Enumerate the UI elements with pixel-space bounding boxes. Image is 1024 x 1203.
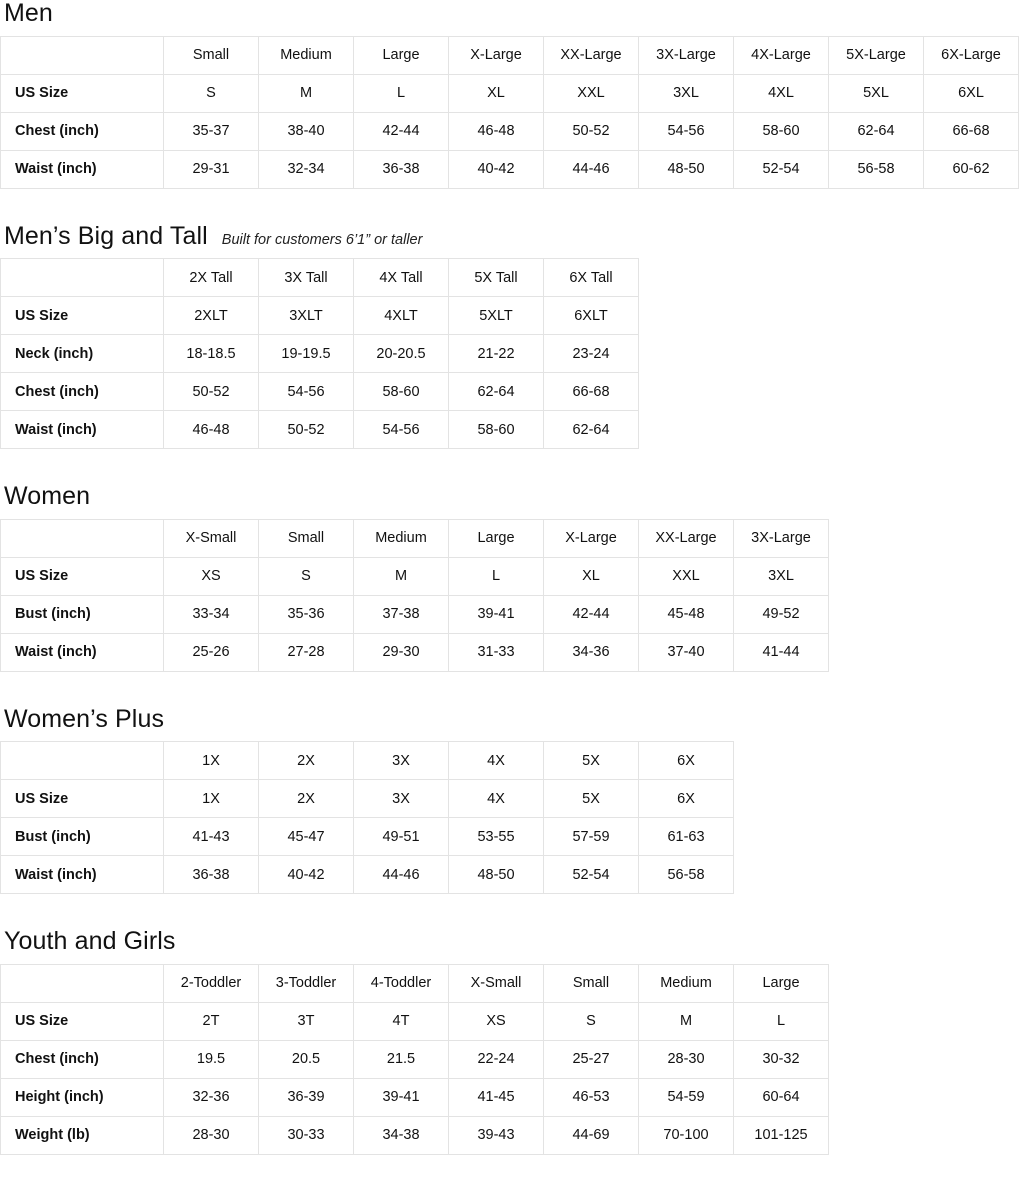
table-row xyxy=(1,373,639,411)
row-header: Height (inch) xyxy=(1,1078,164,1116)
section-title: Youth and Girls xyxy=(4,927,176,955)
section-note: Built for customers 6’1” or taller xyxy=(221,231,423,248)
table-cell: 50-52 xyxy=(164,373,259,411)
section-header xyxy=(0,706,1024,742)
table-row xyxy=(1,557,829,595)
column-header: XX-Large xyxy=(639,519,734,557)
column-header: 6X xyxy=(639,742,734,780)
table-cell: M xyxy=(639,1002,734,1040)
section-header xyxy=(0,928,1024,964)
table-cell: 50-52 xyxy=(544,112,639,150)
column-header: X-Large xyxy=(449,36,544,74)
column-header: 4X Tall xyxy=(354,259,449,297)
table-cell: M xyxy=(259,74,354,112)
table-cell: 48-50 xyxy=(639,150,734,188)
section-header xyxy=(0,223,1024,259)
table-cell: 42-44 xyxy=(354,112,449,150)
column-header: 3X-Large xyxy=(639,36,734,74)
column-header: 2X Tall xyxy=(164,259,259,297)
table-cell: 21-22 xyxy=(449,335,544,373)
table-corner-cell xyxy=(1,964,164,1002)
table-cell: 40-42 xyxy=(449,150,544,188)
table-cell: S xyxy=(259,557,354,595)
table-row xyxy=(1,1040,829,1078)
table-cell: 19-19.5 xyxy=(259,335,354,373)
table-cell: 19.5 xyxy=(164,1040,259,1078)
table-cell: 29-30 xyxy=(354,633,449,671)
table-cell: 28-30 xyxy=(164,1116,259,1154)
table-cell: 60-64 xyxy=(734,1078,829,1116)
row-header: Weight (lb) xyxy=(1,1116,164,1154)
column-header: Medium xyxy=(259,36,354,74)
table-cell: 56-58 xyxy=(829,150,924,188)
table-row xyxy=(1,1078,829,1116)
table-corner-cell xyxy=(1,519,164,557)
table-cell: 25-26 xyxy=(164,633,259,671)
table-cell: 30-32 xyxy=(734,1040,829,1078)
table-cell: 4X xyxy=(449,780,544,818)
column-header: 4X xyxy=(449,742,544,780)
table-cell: 30-33 xyxy=(259,1116,354,1154)
table-cell: 41-43 xyxy=(164,818,259,856)
table-cell: 32-36 xyxy=(164,1078,259,1116)
table-row xyxy=(1,150,1019,188)
column-header: 3-Toddler xyxy=(259,964,354,1002)
table-corner-cell xyxy=(1,742,164,780)
table-cell: 5XL xyxy=(829,74,924,112)
table-cell: XXL xyxy=(544,74,639,112)
row-header: Chest (inch) xyxy=(1,1040,164,1078)
column-header: X-Small xyxy=(164,519,259,557)
table-corner-cell xyxy=(1,36,164,74)
table-cell: 31-33 xyxy=(449,633,544,671)
table-cell: 36-38 xyxy=(354,150,449,188)
table-row xyxy=(1,335,639,373)
column-header: Large xyxy=(734,964,829,1002)
column-header: 3X-Large xyxy=(734,519,829,557)
table-cell: 3T xyxy=(259,1002,354,1040)
row-header: Waist (inch) xyxy=(1,633,164,671)
size-table xyxy=(0,741,734,894)
column-header: X-Large xyxy=(544,519,639,557)
column-header: 3X xyxy=(354,742,449,780)
row-header: Chest (inch) xyxy=(1,112,164,150)
table-cell: 4T xyxy=(354,1002,449,1040)
table-cell: 6X xyxy=(639,780,734,818)
table-cell: 56-58 xyxy=(639,856,734,894)
table-row xyxy=(1,818,734,856)
table-cell: 44-69 xyxy=(544,1116,639,1154)
column-header: 3X Tall xyxy=(259,259,354,297)
row-header: Neck (inch) xyxy=(1,335,164,373)
table-cell: 46-48 xyxy=(449,112,544,150)
section-title: Women’s Plus xyxy=(4,704,165,733)
table-cell: S xyxy=(544,1002,639,1040)
table-row xyxy=(1,633,829,671)
table-cell: 6XLT xyxy=(544,297,639,335)
table-corner-cell xyxy=(1,259,164,297)
table-row xyxy=(1,297,639,335)
table-cell: 37-40 xyxy=(639,633,734,671)
table-cell: 3XL xyxy=(734,557,829,595)
table-row xyxy=(1,1116,829,1154)
table-row xyxy=(1,411,639,449)
section-header xyxy=(0,483,1024,519)
table-header-row xyxy=(1,36,1019,74)
size-section xyxy=(0,706,1024,895)
table-cell: 46-53 xyxy=(544,1078,639,1116)
table-cell: 29-31 xyxy=(164,150,259,188)
table-cell: 42-44 xyxy=(544,595,639,633)
row-header: US Size xyxy=(1,74,164,112)
column-header: Large xyxy=(449,519,544,557)
row-header: US Size xyxy=(1,780,164,818)
table-cell: 1X xyxy=(164,780,259,818)
column-header: 4X-Large xyxy=(734,36,829,74)
table-cell: 58-60 xyxy=(354,373,449,411)
table-cell: 27-28 xyxy=(259,633,354,671)
size-table xyxy=(0,964,829,1155)
table-cell: 20-20.5 xyxy=(354,335,449,373)
table-cell: 2XLT xyxy=(164,297,259,335)
table-cell: 50-52 xyxy=(259,411,354,449)
size-table xyxy=(0,36,1019,189)
table-cell: 66-68 xyxy=(544,373,639,411)
table-row xyxy=(1,74,1019,112)
table-cell: XS xyxy=(449,1002,544,1040)
table-cell: 20.5 xyxy=(259,1040,354,1078)
row-header: US Size xyxy=(1,557,164,595)
table-cell: 39-43 xyxy=(449,1116,544,1154)
column-header: 5X xyxy=(544,742,639,780)
table-cell: L xyxy=(734,1002,829,1040)
table-cell: 23-24 xyxy=(544,335,639,373)
table-cell: 62-64 xyxy=(544,411,639,449)
table-cell: 45-48 xyxy=(639,595,734,633)
row-header: Bust (inch) xyxy=(1,818,164,856)
table-cell: 33-34 xyxy=(164,595,259,633)
column-header: 5X Tall xyxy=(449,259,544,297)
row-header: Waist (inch) xyxy=(1,856,164,894)
table-cell: 45-47 xyxy=(259,818,354,856)
table-row xyxy=(1,856,734,894)
table-cell: 2X xyxy=(259,780,354,818)
table-cell: 5X xyxy=(544,780,639,818)
table-header-row xyxy=(1,964,829,1002)
column-header: 4-Toddler xyxy=(354,964,449,1002)
table-cell: 70-100 xyxy=(639,1116,734,1154)
table-cell: 62-64 xyxy=(829,112,924,150)
table-cell: 28-30 xyxy=(639,1040,734,1078)
table-cell: S xyxy=(164,74,259,112)
table-cell: 101-125 xyxy=(734,1116,829,1154)
table-cell: 35-36 xyxy=(259,595,354,633)
table-cell: L xyxy=(449,557,544,595)
table-cell: 44-46 xyxy=(544,150,639,188)
section-title: Women xyxy=(4,482,91,510)
column-header: Small xyxy=(259,519,354,557)
column-header: 6X Tall xyxy=(544,259,639,297)
table-cell: 35-37 xyxy=(164,112,259,150)
row-header: US Size xyxy=(1,1002,164,1040)
table-cell: 6XL xyxy=(924,74,1019,112)
size-section xyxy=(0,0,1024,189)
table-cell: 2T xyxy=(164,1002,259,1040)
row-header: US Size xyxy=(1,297,164,335)
table-cell: 34-36 xyxy=(544,633,639,671)
column-header: Small xyxy=(164,36,259,74)
column-header: Medium xyxy=(639,964,734,1002)
table-cell: 36-39 xyxy=(259,1078,354,1116)
table-cell: XXL xyxy=(639,557,734,595)
table-cell: XL xyxy=(449,74,544,112)
size-section xyxy=(0,223,1024,450)
section-title: Men xyxy=(4,0,53,27)
table-cell: 58-60 xyxy=(449,411,544,449)
size-section xyxy=(0,928,1024,1155)
column-header: 2-Toddler xyxy=(164,964,259,1002)
column-header: X-Small xyxy=(449,964,544,1002)
table-cell: 62-64 xyxy=(449,373,544,411)
table-cell: 4XLT xyxy=(354,297,449,335)
table-cell: 60-62 xyxy=(924,150,1019,188)
table-cell: 52-54 xyxy=(544,856,639,894)
table-cell: 54-59 xyxy=(639,1078,734,1116)
table-cell: 54-56 xyxy=(354,411,449,449)
column-header: Small xyxy=(544,964,639,1002)
size-table xyxy=(0,519,829,672)
table-cell: XS xyxy=(164,557,259,595)
table-cell: 53-55 xyxy=(449,818,544,856)
table-cell: 36-38 xyxy=(164,856,259,894)
table-cell: 46-48 xyxy=(164,411,259,449)
table-cell: 39-41 xyxy=(449,595,544,633)
table-cell: 54-56 xyxy=(639,112,734,150)
table-cell: 40-42 xyxy=(259,856,354,894)
table-cell: 37-38 xyxy=(354,595,449,633)
table-cell: L xyxy=(354,74,449,112)
table-cell: 48-50 xyxy=(449,856,544,894)
table-cell: 22-24 xyxy=(449,1040,544,1078)
table-cell: 66-68 xyxy=(924,112,1019,150)
size-table xyxy=(0,258,639,449)
column-header: Large xyxy=(354,36,449,74)
column-header: XX-Large xyxy=(544,36,639,74)
column-header: Medium xyxy=(354,519,449,557)
table-cell: 34-38 xyxy=(354,1116,449,1154)
table-row xyxy=(1,112,1019,150)
table-cell: 49-51 xyxy=(354,818,449,856)
table-cell: 39-41 xyxy=(354,1078,449,1116)
table-cell: 3XLT xyxy=(259,297,354,335)
table-cell: 58-60 xyxy=(734,112,829,150)
table-cell: 61-63 xyxy=(639,818,734,856)
table-cell: M xyxy=(354,557,449,595)
row-header: Chest (inch) xyxy=(1,373,164,411)
table-header-row xyxy=(1,259,639,297)
table-cell: 3XL xyxy=(639,74,734,112)
section-header xyxy=(0,0,1024,36)
table-cell: 49-52 xyxy=(734,595,829,633)
table-row xyxy=(1,780,734,818)
table-cell: 54-56 xyxy=(259,373,354,411)
table-cell: 5XLT xyxy=(449,297,544,335)
table-cell: 41-44 xyxy=(734,633,829,671)
column-header: 2X xyxy=(259,742,354,780)
row-header: Waist (inch) xyxy=(1,150,164,188)
table-cell: 52-54 xyxy=(734,150,829,188)
table-cell: 32-34 xyxy=(259,150,354,188)
table-header-row xyxy=(1,742,734,780)
table-cell: 4XL xyxy=(734,74,829,112)
column-header: 6X-Large xyxy=(924,36,1019,74)
column-header: 1X xyxy=(164,742,259,780)
section-title: Men’s Big and Tall xyxy=(4,221,208,250)
table-cell: 18-18.5 xyxy=(164,335,259,373)
table-cell: 38-40 xyxy=(259,112,354,150)
table-cell: 41-45 xyxy=(449,1078,544,1116)
table-cell: 25-27 xyxy=(544,1040,639,1078)
table-row xyxy=(1,595,829,633)
table-cell: 21.5 xyxy=(354,1040,449,1078)
size-section xyxy=(0,483,1024,672)
table-cell: XL xyxy=(544,557,639,595)
table-cell: 57-59 xyxy=(544,818,639,856)
row-header: Waist (inch) xyxy=(1,411,164,449)
table-cell: 44-46 xyxy=(354,856,449,894)
table-cell: 3X xyxy=(354,780,449,818)
row-header: Bust (inch) xyxy=(1,595,164,633)
table-row xyxy=(1,1002,829,1040)
table-header-row xyxy=(1,519,829,557)
column-header: 5X-Large xyxy=(829,36,924,74)
